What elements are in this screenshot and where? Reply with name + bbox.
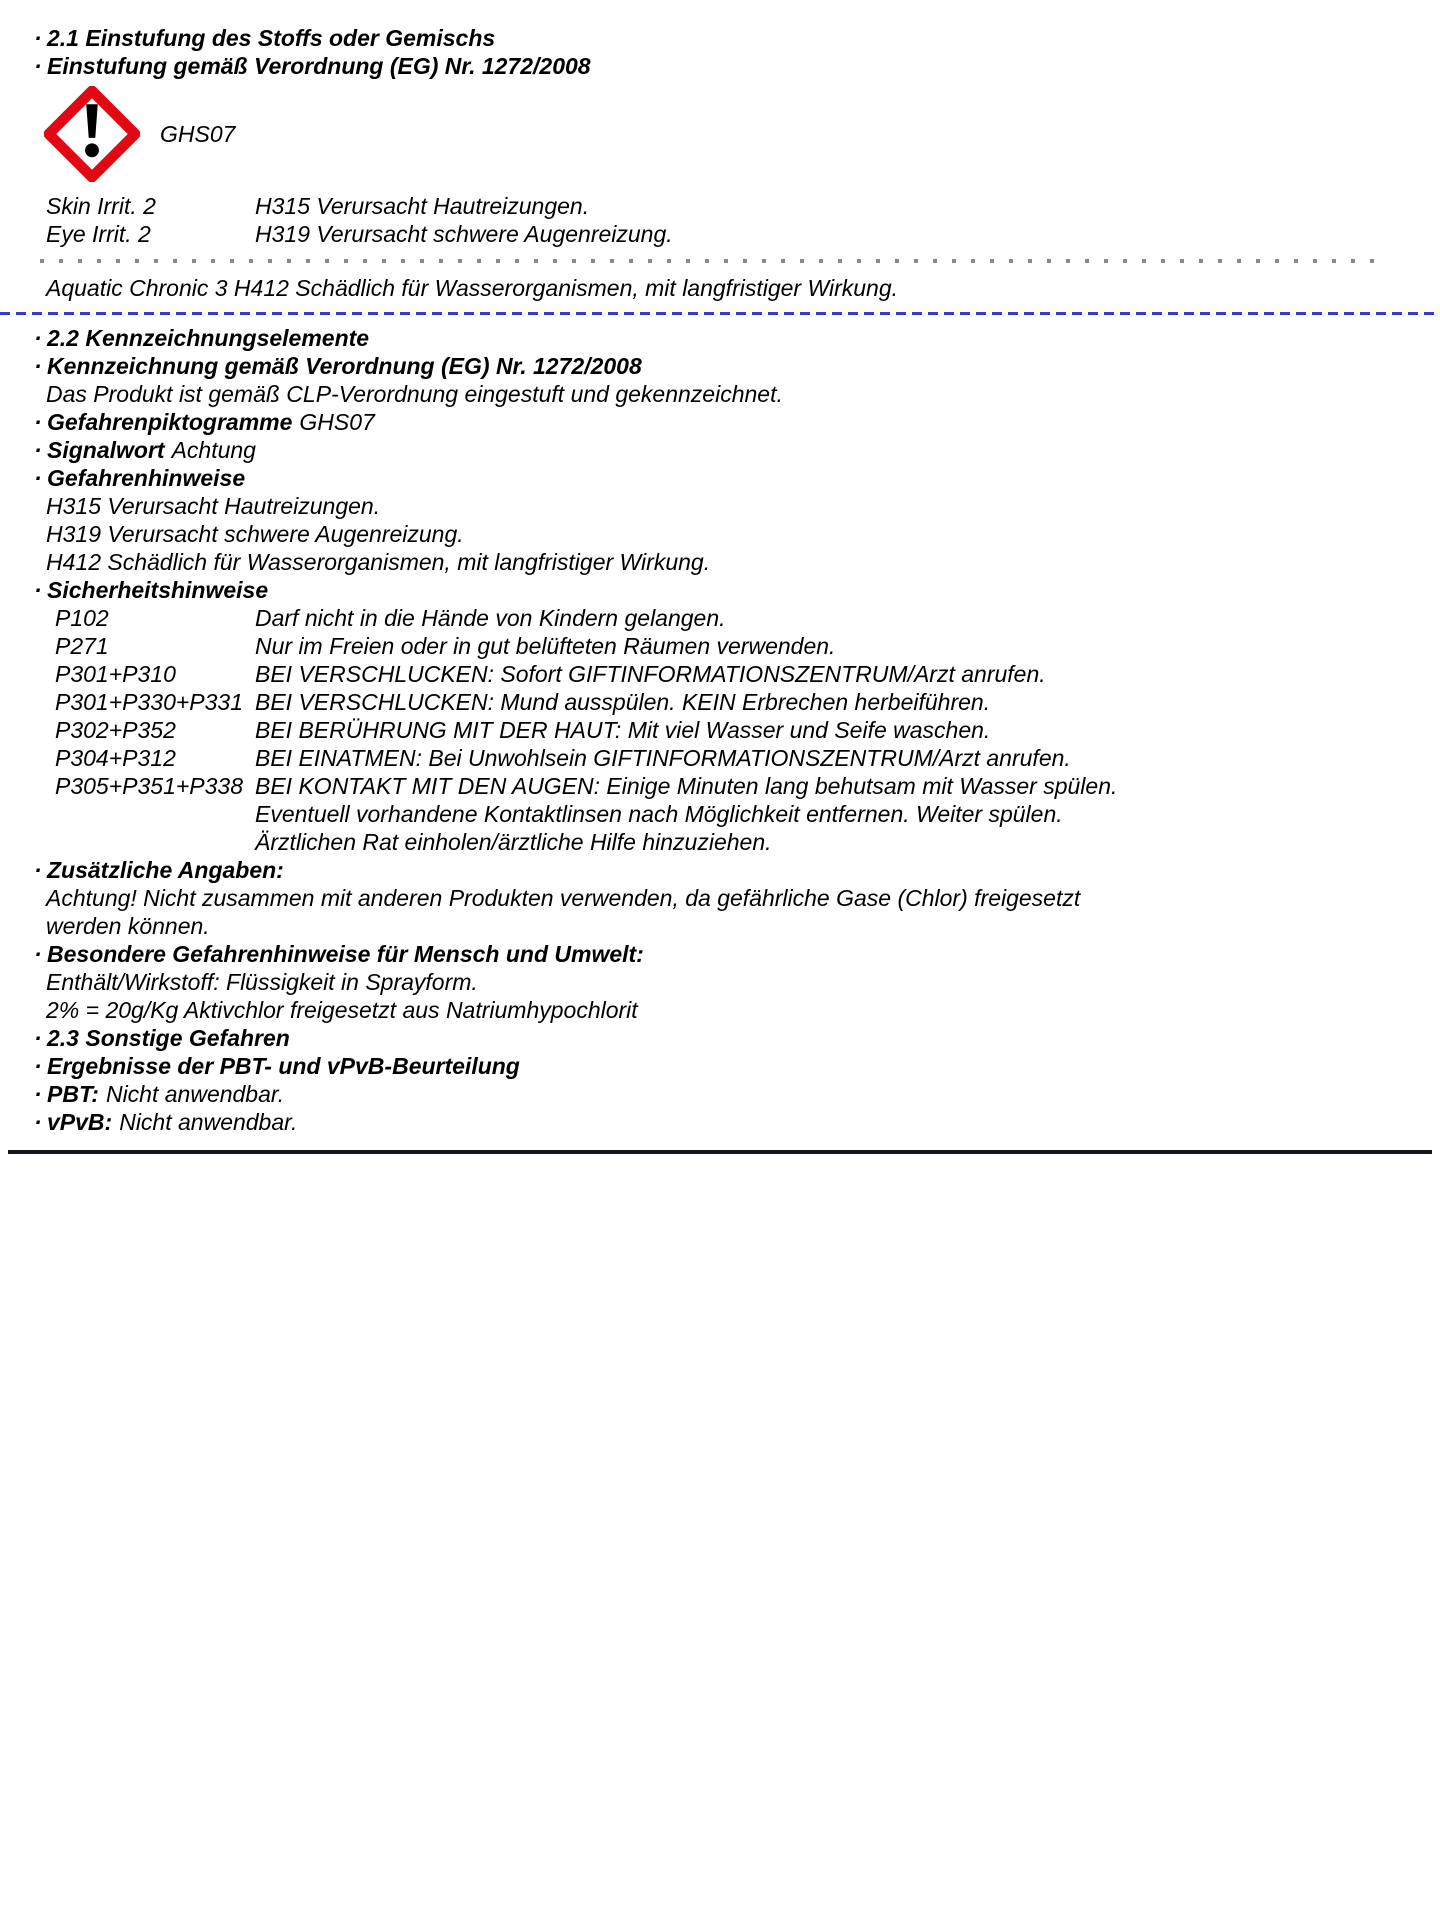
heading-labelling-regulation: [34, 352, 1410, 380]
clp-note-line: Das Produkt ist gemäß CLP-Verordnung eingestuft und gekennzeichnet.: [46, 381, 783, 407]
heading-2-2-text: 2.2 Kennzeichnungselemente: [47, 325, 370, 351]
hazard-class: Eye Irrit. 2: [46, 221, 151, 247]
heading-precautionary-statements: [34, 576, 1410, 604]
pictograms-value: GHS07: [299, 409, 375, 435]
bullet: ·: [34, 577, 42, 603]
section-bottom-rule: [8, 1150, 1432, 1154]
precaution-code: P302+P352: [55, 717, 176, 743]
heading-2-3: [34, 1024, 1410, 1052]
precaution-code: P301+P310: [55, 661, 176, 687]
signal-word-value: Achtung: [171, 437, 256, 463]
precaution-text: BEI EINATMEN: Bei Unwohlsein GIFTINFORMATIONSZENTRUM/Arzt anrufen.: [255, 745, 1071, 771]
heading-classification-regulation-text: Einstufung gemäß Verordnung (EG) Nr. 1272/2008: [47, 53, 591, 79]
hazard-class-row: [34, 192, 1410, 220]
ghs-pictogram-label: GHS07: [160, 120, 236, 147]
precaution-text: BEI BERÜHRUNG MIT DER HAUT: Mit viel Wasser und Seife waschen.: [255, 717, 991, 743]
bullet: ·: [34, 1025, 42, 1051]
hazard-phrase: H319 Verursacht schwere Augenreizung.: [255, 221, 673, 247]
heading-special-hazards: [34, 940, 1410, 968]
vpvb-value: Nicht anwendbar.: [119, 1109, 298, 1135]
heading-pbt-vpvb-results: [34, 1052, 1410, 1080]
pbt-value: Nicht anwendbar.: [105, 1081, 285, 1107]
precaution-text: BEI VERSCHLUCKEN: Mund ausspülen. KEIN Erbrechen herbeiführen.: [255, 689, 991, 715]
precaution-code: P102: [55, 605, 109, 631]
special-hazards-line-2: 2% = 20g/Kg Aktivchlor freigesetzt aus Natriumhypochlorit: [46, 997, 638, 1023]
precaution-text: BEI VERSCHLUCKEN: Sofort GIFTINFORMATIONSZENTRUM/Arzt anrufen.: [255, 661, 1046, 687]
hazard-statement-h412: H412 Schädlich für Wasserorganismen, mit langfristiger Wirkung.: [46, 549, 711, 575]
hazard-class-row: [34, 220, 1410, 248]
bullet: ·: [34, 325, 42, 351]
ghs07-exclamation-mark-icon: [44, 86, 140, 182]
vpvb-line: [34, 1108, 1410, 1136]
heading-labelling-regulation-text: Kennzeichnung gemäß Verordnung (EG) Nr. 1272/2008: [47, 353, 642, 379]
signal-word-label: Signalwort: [47, 437, 165, 463]
ghs-pictogram-row: [44, 84, 1410, 184]
additional-information-text: Achtung! Nicht zusammen mit anderen Produkten verwenden, da gefährliche Gase (Chlor) freigesetzt werden können.: [46, 885, 1081, 939]
blue-dashed-divider: [0, 312, 1440, 315]
pbt-line: [34, 1080, 1410, 1108]
heading-special-hazards-text: Besondere Gefahrenhinweise für Mensch und Umwelt:: [47, 941, 644, 967]
precaution-row: [34, 688, 1410, 716]
heading-hazard-statements: [34, 464, 1410, 492]
hazard-statement-h315: H315 Verursacht Hautreizungen.: [46, 493, 381, 519]
bullet: ·: [34, 53, 42, 79]
signal-word-line: [34, 436, 1410, 464]
special-hazards-line-1: Enthält/Wirkstoff: Flüssigkeit in Sprayform.: [46, 969, 478, 995]
precaution-row: [34, 772, 1410, 856]
precaution-text: Nur im Freien oder in gut belüfteten Räumen verwenden.: [255, 633, 836, 659]
precaution-row: [34, 632, 1410, 660]
precaution-text: Darf nicht in die Hände von Kindern gelangen.: [255, 605, 726, 631]
precaution-code: P271: [55, 633, 109, 659]
vpvb-label: vPvB:: [47, 1109, 113, 1135]
precaution-code: P305+P351+P338: [55, 773, 244, 799]
bullet: ·: [34, 941, 42, 967]
bullet: ·: [34, 437, 42, 463]
heading-hazard-statements-text: Gefahrenhinweise: [47, 465, 246, 491]
bullet: ·: [34, 857, 42, 883]
heading-additional-information: [34, 856, 1410, 884]
heading-2-2: [34, 324, 1410, 352]
pbt-label: PBT:: [47, 1081, 99, 1107]
bullet: ·: [34, 465, 42, 491]
bullet: ·: [34, 353, 42, 379]
pictograms-line: [34, 408, 1410, 436]
hazard-phrase: H315 Verursacht Hautreizungen.: [255, 193, 590, 219]
precaution-row: [34, 716, 1410, 744]
heading-2-1-text: 2.1 Einstufung des Stoffs oder Gemischs: [47, 25, 496, 51]
precaution-row: [34, 744, 1410, 772]
heading-2-1: [34, 24, 1410, 52]
aquatic-chronic-line: Aquatic Chronic 3 H412 Schädlich für Wasserorganismen, mit langfristiger Wirkung.: [46, 275, 899, 301]
bullet: ·: [34, 1081, 42, 1107]
heading-2-3-text: 2.3 Sonstige Gefahren: [47, 1025, 290, 1051]
bullet: ·: [34, 409, 42, 435]
heading-pbt-vpvb-results-text: Ergebnisse der PBT- und vPvB-Beurteilung: [47, 1053, 520, 1079]
precaution-row: [34, 660, 1410, 688]
bullet: ·: [34, 25, 42, 51]
precaution-code: P301+P330+P331: [55, 689, 244, 715]
heading-additional-information-text: Zusätzliche Angaben:: [47, 857, 284, 883]
precaution-row: [34, 604, 1410, 632]
bullet: ·: [34, 1053, 42, 1079]
heading-classification-regulation: [34, 52, 1410, 80]
bullet: ·: [34, 1109, 42, 1135]
precaution-code: P304+P312: [55, 745, 176, 771]
dotted-divider: [40, 259, 1384, 263]
hazard-statement-h319: H319 Verursacht schwere Augenreizung.: [46, 521, 464, 547]
pictograms-label: Gefahrenpiktogramme: [47, 409, 293, 435]
heading-precautionary-statements-text: Sicherheitshinweise: [47, 577, 269, 603]
precaution-text: BEI KONTAKT MIT DEN AUGEN: Einige Minuten lang behutsam mit Wasser spülen. Eventuell vorhandene Kontaktlinsen nach Möglichkeit entfernen. Weiter spülen. Ärztlichen Rat einholen/ärztliche Hilfe hinzuziehen.: [255, 773, 1118, 855]
hazard-class: Skin Irrit. 2: [46, 193, 156, 219]
